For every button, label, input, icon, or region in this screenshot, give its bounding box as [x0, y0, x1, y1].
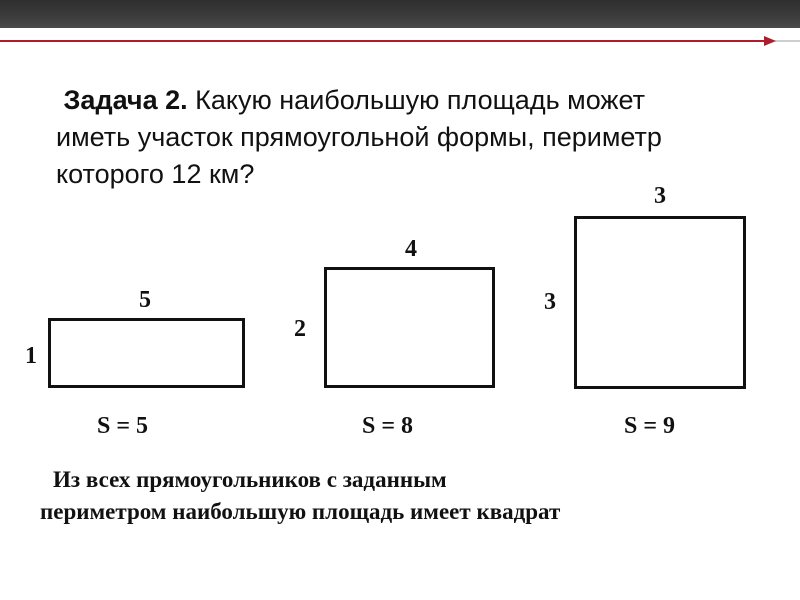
question-line-2: иметь участок прямоугольной формы, периметр	[56, 122, 662, 152]
question-line-3: которого 12 км?	[56, 159, 255, 189]
rect1-width-label: 5	[139, 287, 151, 313]
question-line-1	[56, 82, 776, 119]
conclusion-text-1: Из всех прямоугольников с заданным	[53, 467, 447, 492]
rect1-area-label: S = 5	[97, 413, 149, 439]
rectangle-4x2	[324, 267, 495, 388]
rectangle-5x1	[48, 318, 245, 388]
conclusion	[40, 464, 780, 528]
square-3x3	[574, 216, 746, 389]
question-text-1: Какую наибольшую площадь может	[195, 85, 645, 115]
header-decoration	[0, 28, 800, 56]
task-question	[56, 82, 776, 193]
task-label: Задача 2.	[63, 85, 188, 115]
rect2-area-label: S = 8	[362, 413, 414, 439]
rect2-height-label: 2	[294, 316, 306, 342]
header-band	[0, 0, 800, 28]
decor-arrow	[764, 36, 776, 46]
conclusion-line-1	[40, 464, 780, 496]
rect2-width-label: 4	[405, 236, 417, 262]
rect3-width-label: 3	[654, 183, 666, 209]
rect1-height-label: 1	[25, 343, 37, 369]
rect3-height-label: 3	[544, 289, 556, 315]
rect3-area-label: S = 9	[624, 413, 676, 439]
conclusion-line-2: периметром наибольшую площадь имеет квадрат	[40, 499, 561, 524]
